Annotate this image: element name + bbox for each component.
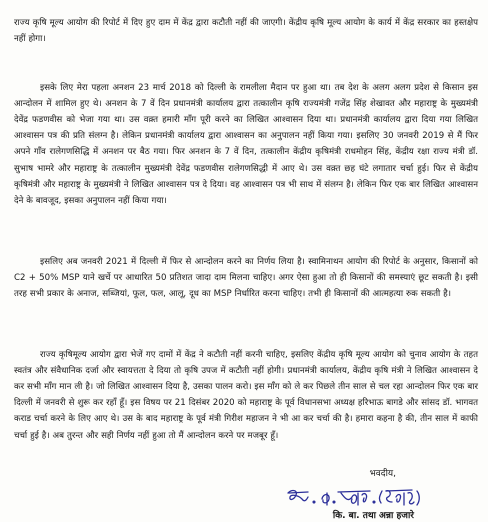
closing-salutation: भवदीय, <box>369 469 396 479</box>
paragraph-2: इसके लिए मेरा पहला अनशन 23 मार्च 2018 को दिल्ली के रामलीला मैदान पर हुआ था। तब देश के अलग अलग प्रदेश से किसान इस आन्दोलन में शामिल हुए थे। अनशन के 7 वें दिन प्रधानमंत्री कार्यालय द्वारा तत्कालीन कृषि राज्यमंत्री गजेंद्र सिंह शेखावत और महाराष्ट्र के मुख्यमंत्री देवेंद्र फडणवीस को भेजा गया था। उस वक़्त हमारी माँग पूरी करने का लिखित आश्वासन दिया था। प्रधानमंत्री कार्यालय द्वारा दिया गया लिखित आश्वासन पत्र की प्रति संलग्न है। लेकिन प्रधानमंत्री कार्यालय द्वारा आश्वासन का अनुपालन नहीं किया गया। इसलिए 30 जनवरी 2019 से मैं फिर अपने गाँव रालेगणसिद्धि में अनशन पर बैठ गया। फिर अनशन के 7 वें दिन, तत्कालीन केंद्रीय कृषिमंत्री राधमोहन सिंह, केंद्रीय रक्षा राज्य मंत्री डॉ. सुभाष भामरे और महाराष्ट्र के तत्कालीन मुख्यमंत्री देवेंद्र फडणवीस रालेगणसिद्धी में आए थे। उस वक़्त छह घंटे लगातार चर्चा हुई। फिर से केंद्रीय कृषिमंत्री और महाराष्ट्र के मुख्यमंत्री ने लिखित आश्वासन पत्र दे दिया। वह आश्वासन पत्र भी साथ में संलग्न है। लेकिन फिर एक बार लिखित आश्वासन देने के बावजूद, इसका अनुपालन नहीं किया गया। <box>14 82 478 207</box>
signatory-name: कि. बा. तथा अन्ना हजारे <box>332 511 414 521</box>
paragraph-3: इसलिए अब जनवरी 2021 में दिल्ली में फिर से आन्दोलन करने का निर्णय लिया है। स्वामिनाथन आयोग की रिपोर्ट के अनुसार, किसानों को C2 + 50% MSP याने खर्चे पर आधारित 50 प्रतिशत जादा दाम मिलना चाहिए। अगर ऐसा हुआ तो ही किसानों की समस्याएं छूट सकती है। इसी तरह सभी प्रकार के अनाज, सब्जियां, फूल, फल, आलू, दूध का MSP निर्धारित करना चाहिए। तभी ही किसानों की आत्महत्या रुक सकती है। <box>14 256 478 299</box>
paragraph-4: राज्य कृषिमूल्य आयोग द्वारा भेजें गए दामों में केंद्र ने कटौती नहीं करनी चाहिए, इसलिए केंद्रीय कृषि मूल्य आयोग को चुनाव आयोग के तहत स्वतंत्र और संवैधानिक दर्जा और स्वायत्तता दे दिया तो कृषि उपज में कटौती नहीं होगी। प्रधानमंत्री कार्यालय, केंद्रीय कृषि मंत्री ने लिखित आश्वासन दे कर सभी माँग मान ली है। जो लिखित आश्वासन दिया है, उसका पालन करो। इस माँग को ले कर पिछले तीन साल से चल रहा आन्दोलन फिर एक बार दिल्ली में जनवरी से शुरू कर रहाँ हूँ। इस विषय पर 21 दिसंबर 2020 को महाराष्ट्र के पूर्व विधानसभा अध्यक्ष हरिभाऊ बागडे और सांसद डॉ. भागवत कराड चर्चा करने के लिए आए थे। उस के बाद महाराष्ट्र के पूर्व मंत्री गिरीश महाजन ने भी आ कर चर्चा की है। हमारा कहना है की, तीन साल में काफी चर्चा हुई है। अब तुरन्त और सही निर्णय नहीं हुआ तो मैं आन्दोलन करने पर मजबूर हूँ। <box>14 349 478 441</box>
paragraph-1: राज्य कृषि मूल्य आयोग की रिपोर्ट में दिए हुए दाम में केंद्र द्वारा कटौती नहीं की जाएगी। केंद्रीय कृषि मूल्य आयोग के कार्य में केंद्र सरकार का हस्तक्षेप नहीं होगा। <box>14 17 478 44</box>
